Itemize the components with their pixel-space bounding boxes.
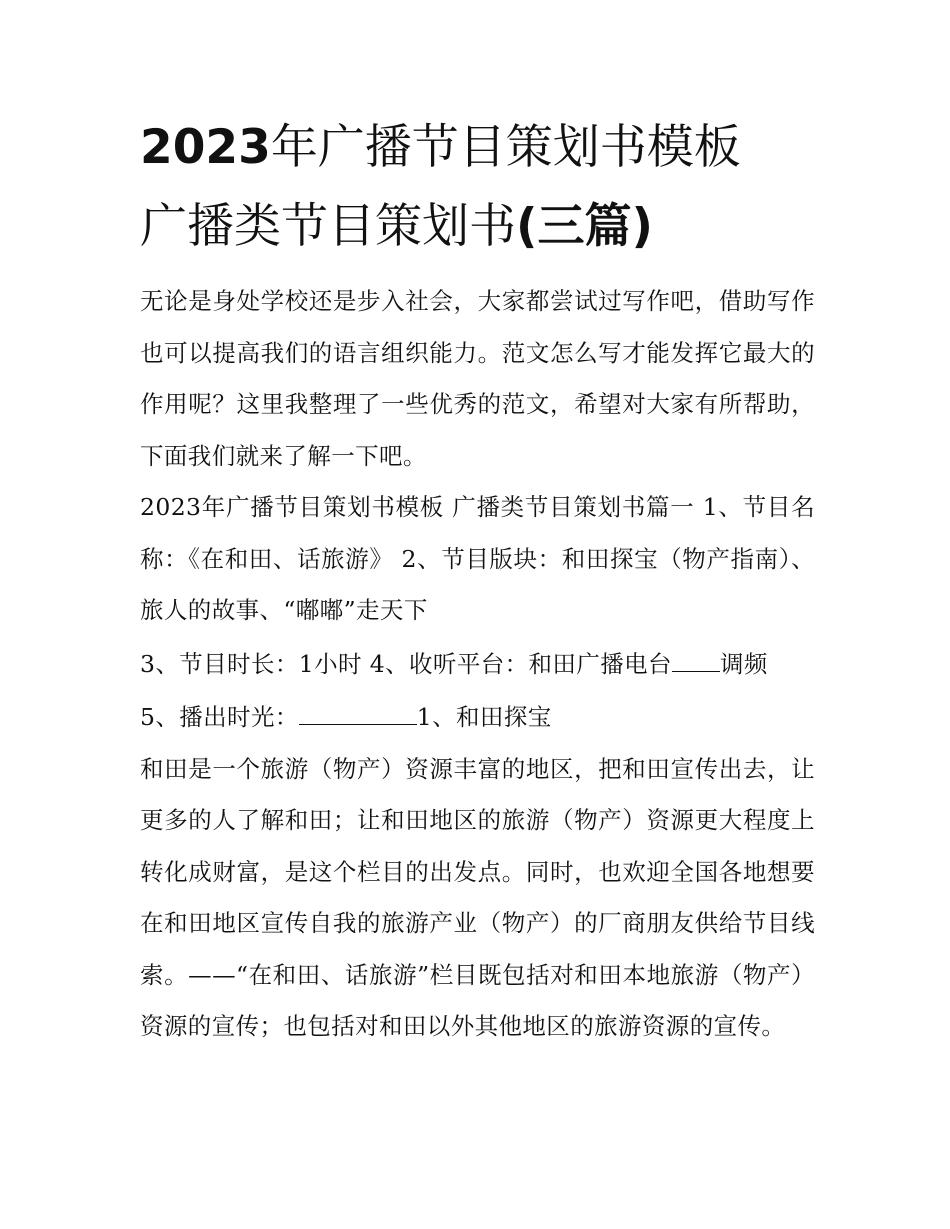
section-heading-text: 1、和田探宝 xyxy=(416,703,552,731)
frequency-suffix-text: 调频 xyxy=(719,649,768,678)
program-overview-paragraph: 2023年广播节目策划书模板 广播类节目策划书篇一 1、节目名称：《在和田、话旅游》 2、节目版块：和田探宝（物产指南）、旅人的故事、“嘟嘟”走天下 xyxy=(140,493,815,624)
title-line-1-text: 年广播节目策划书模板 xyxy=(270,120,741,175)
document-body xyxy=(140,276,815,1053)
document-title-line-1 xyxy=(140,110,741,186)
broadcast-time-text: 5、播出时光： xyxy=(140,703,299,731)
title-year: 2023 xyxy=(140,120,271,175)
document-title-line-2 xyxy=(140,189,653,265)
title-line-2-parenthetical: (三篇) xyxy=(516,199,653,254)
broadcast-time-blank xyxy=(299,690,417,725)
intro-paragraph: 无论是身处学校还是步入社会，大家都尝试过写作吧，借助写作也可以提高我们的语言组织能力。范文怎么写才能发挥它最大的作用呢？这里我整理了一些优秀的范文，希望对大家有所帮助，下面我们就来了解一下吧。 xyxy=(140,287,815,470)
title-line-2-text: 广播类节目策划书 xyxy=(140,199,516,254)
frequency-blank xyxy=(672,637,720,672)
duration-platform-text: 3、节目时长：1小时 4、收听平台：和田广播电台 xyxy=(140,649,672,678)
broadcast-time-line xyxy=(140,690,815,744)
hetian-description-paragraph: 和田是一个旅游（物产）资源丰富的地区，把和田宣传出去，让更多的人了解和田；让和田地区的旅游（物产）资源更大程度上转化成财富，是这个栏目的出发点。同时，也欢迎全国各地想要在和田地区宣传自我的旅游产业（物产）的厂商朋友供给节目线索。——“在和田、话旅游”栏目既包括对和田本地旅游（物产）资源的宣传；也包括对和田以外其他地区的旅游资源的宣传。 xyxy=(140,754,815,1040)
program-duration-line xyxy=(140,637,815,691)
